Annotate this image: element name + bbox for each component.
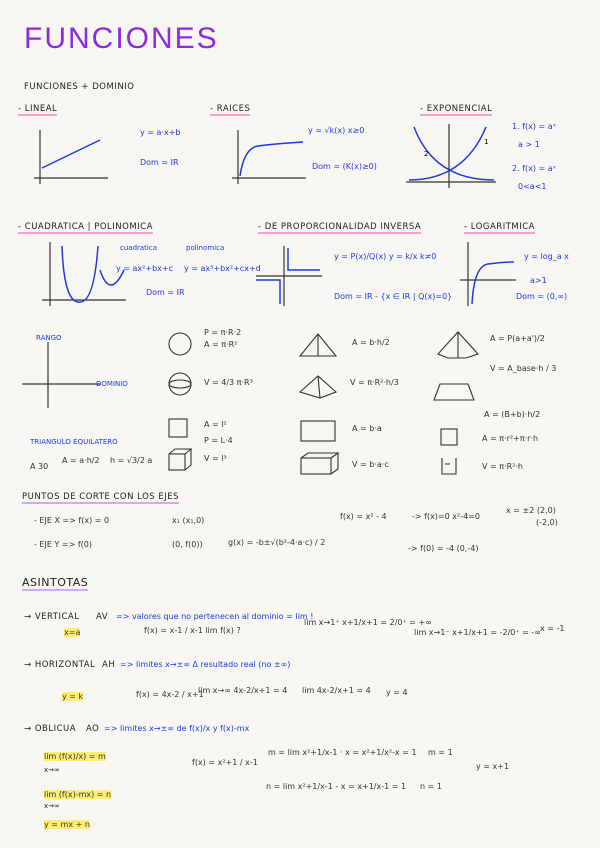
corte-eje-x: - EJE X => f(x) = 0 [34,516,110,525]
label-exponencial: - EXPONENCIAL [420,104,493,114]
cond-exp-2: 0<a<1 [518,182,547,191]
label-rango: RANGO [36,334,62,342]
trap-a: A = (B+b)·h/2 [484,410,541,419]
corte-ej-step: -> f(x)=0 x²-4=0 [412,512,480,521]
label-puntos-corte: PUNTOS DE CORTE CON LOS EJES [22,492,180,502]
svg-text:2: 2 [424,150,429,158]
rectangle-icon [300,420,336,442]
oblicua-lim-m: lim (f(x)/x) = m [44,752,106,761]
svg-text:1: 1 [484,138,489,146]
eq-polinomica: y = ax³+bx²+cx+d [184,264,261,273]
horizontal-ex3: lim 4x-2/x+1 = 4 [302,686,371,695]
badge-ao: AO [86,724,100,734]
sub-polinomica: polinomica [186,244,225,252]
dom-raices: Dom = (K(x)≥0) [312,162,377,171]
tri-equilatero-ang: A 30 [30,462,49,471]
tri-equilatero-h: h = √3/2 a [110,456,153,465]
section-subtitle: FUNCIONES + DOMINIO [24,82,135,92]
pyr-v: V = π·R²·h/3 [350,378,399,387]
corte-eje-y: - EJE Y => f(0) [34,540,92,549]
vertical-ex1: f(x) = x-1 / x-1 lim f(x) ? [144,626,241,635]
graph-exponencial [404,122,499,192]
oblicua-lim-n: lim (f(x)-mx) = n [44,790,112,799]
oblicua-lim-m-sub: x→∞ [44,766,60,774]
hex-pyramid-icon [436,330,480,360]
graph-rango-dominio [20,340,110,410]
dom-logaritmica: Dom = (0,∞) [516,292,568,301]
eq-proporcionalidad: y = P(x)/Q(x) y = k/x k≠0 [334,252,437,261]
sub-cuadratica: cuadratica [120,244,158,252]
graph-logaritmica [458,240,518,310]
cylinder-volume-icon [440,456,458,476]
hex-a: A = P(a+a')/2 [490,334,545,343]
oblicua-ex2: m = lim x²+1/x-1 · x = x²+1/x²-x = 1 [268,748,417,757]
label-asintotas: ASINTOTAS [22,576,89,589]
corte-ej-y: -> f(0) = -4 (0,-4) [408,544,479,553]
cube-v: V = l³ [204,454,227,463]
eq-lineal: y = a·x+b [140,128,181,137]
horizontal-y-eq-k: y = k [62,692,84,701]
badge-av: AV [96,612,109,622]
oblicua-ex3: m = 1 [428,748,453,757]
label-oblicua: → OBLICUA [24,724,77,734]
eq-exp-1: 1. f(x) = aˣ [512,122,557,131]
vertical-ex4: x = -1 [540,624,565,633]
oblicua-y-eq: y = mx + n [44,820,90,829]
trapezoid-icon [432,382,476,402]
tri-equilatero-a: A = a·h/2 [62,456,100,465]
square-icon [168,418,188,438]
label-dominio: DOMINIO [96,380,128,388]
oblicua-ex5: n = 1 [420,782,442,791]
cube-icon [168,448,192,472]
dom-cuadratica: Dom = IR [146,288,185,297]
oblicua-desc: => limites x→±∞ de f(x)/x y f(x)-mx [104,724,250,733]
cond-exp-1: a > 1 [518,140,540,149]
sphere-v: V = 4/3 π·R³ [204,378,253,387]
cylinder-icon [440,428,458,446]
vertical-ex3: lim x→1⁻ x+1/x+1 = -2/0⁺ = -∞ [414,628,541,637]
circle-p: P = π·R·2 [204,328,242,337]
graph-raices [228,128,308,188]
triangle-icon [298,332,338,358]
vertical-x-eq-a: x=a [64,628,81,637]
sphere-icon [168,372,192,396]
dom-lineal: Dom = IR [140,158,179,167]
prism-v: V = b·a·c [352,460,389,469]
horizontal-ex1: f(x) = 4x-2 / x+1 [136,690,204,699]
square-p: P = L·4 [204,436,233,445]
graph-cuadratica [40,240,130,310]
oblicua-ex6: y = x+1 [476,762,510,771]
cyl-v: V = π·R²·h [482,462,523,471]
label-raices: - RAICES [210,104,251,114]
label-vertical: → VERTICAL [24,612,80,622]
label-proporcionalidad: - DE PROPORCIONALIDAD INVERSA [258,222,422,232]
prism2-v: V = A_base·h / 3 [490,364,557,373]
eq-raices: y = √k(x) x≥0 [308,126,365,135]
cyl-a: A = π·r²+π·r·h [482,434,539,443]
eq-cuadratica: y = ax²+bx+c [116,264,173,273]
graph-lineal [30,128,110,188]
oblicua-ex4: n = lim x²+1/x-1 - x = x+1/x-1 = 1 [266,782,407,791]
square-a: A = l² [204,420,227,429]
eq-logaritmica: y = log_a x [524,252,569,261]
rect-a: A = b·a [352,424,382,433]
pyramid-icon [298,374,338,400]
label-logaritmica: - LOGARITMICA [464,222,535,232]
label-horizontal: → HORIZONTAL [24,660,96,670]
formula-cuadratica: g(x) = -b±√(b²-4·a·c) / 2 [228,538,326,547]
circle-a: A = π·R² [204,340,238,349]
graph-proporcionalidad [254,244,324,308]
corte-ej-sol2: (-2,0) [536,518,558,527]
label-cuadratica: - CUADRATICA | POLINOMICA [18,222,153,232]
eq-exp-2: 2. f(x) = aˣ [512,164,557,173]
horizontal-ex2: lim x→∞ 4x-2/x+1 = 4 [198,686,288,695]
prism-icon [300,452,340,476]
horizontal-ex4: y = 4 [386,688,408,697]
label-lineal: - LINEAL [18,104,58,114]
corte-eje-x-punto: x₁ (x₁,0) [172,516,205,525]
vertical-desc: => valores que no pertenecen al dominio = lim ! [116,612,314,621]
oblicua-ex1: f(x) = x²+1 / x-1 [192,758,258,767]
horizontal-desc: => limites x→±∞ Δ resultado real (no ±∞) [120,660,291,669]
tri-a: A = b·h/2 [352,338,390,347]
cond-logaritmica: a>1 [530,276,547,285]
label-triangulo-equilatero: TRIANGULO EQUILATERO [30,438,118,446]
vertical-ex2: lim x→1⁺ x+1/x+1 = 2/0⁺ = +∞ [304,618,432,627]
page-title: FUNCIONES [24,22,219,55]
dom-proporcionalidad: Dom = IR - {x ∈ IR | Q(x)=0} [334,292,453,301]
corte-eje-y-punto: (0, f(0)) [172,540,203,549]
badge-ah: AH [102,660,116,670]
corte-ej-sol: x = ±2 (2,0) [506,506,556,515]
oblicua-lim-n-sub: x→∞ [44,802,60,810]
circle-icon [168,332,192,356]
corte-ej-func: f(x) = x² - 4 [340,512,387,521]
